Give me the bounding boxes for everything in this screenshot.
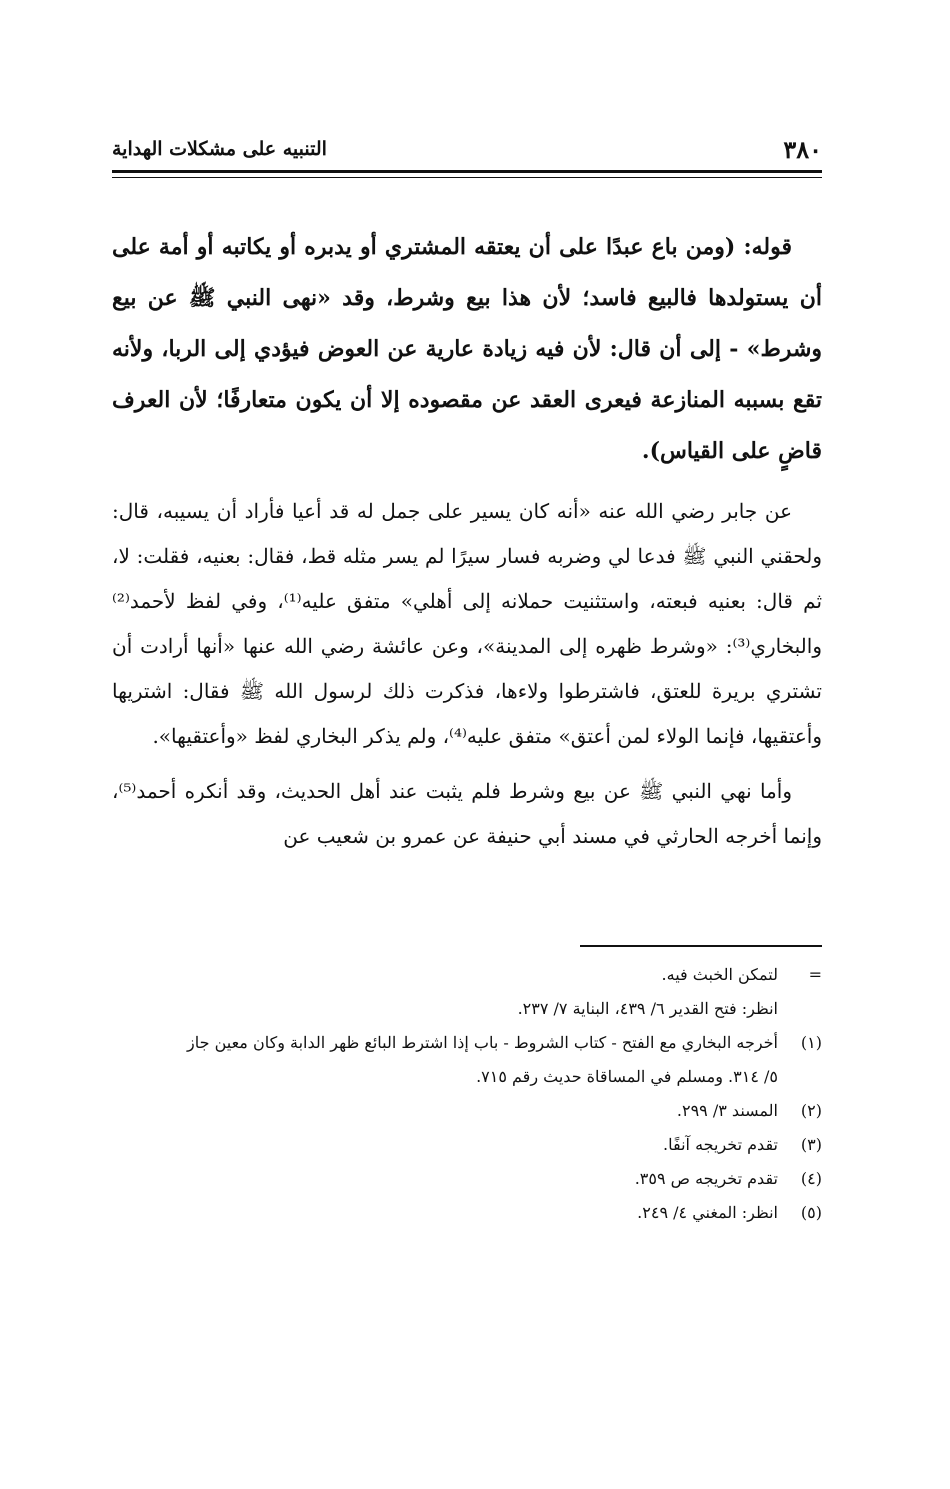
header-rule-thin bbox=[112, 177, 822, 178]
footnote-4 bbox=[112, 1162, 822, 1196]
footnote-text: تقدم تخريجه ص ٣٥٩. bbox=[634, 1169, 778, 1188]
footnote-2 bbox=[112, 1094, 822, 1128]
commentary-paragraph: وأما نهي النبي ﷺ عن بيع وشرط فلم يثبت عند أهل الحديث، وقد أنكره أحمد⁽⁵⁾، وإنما أخرجه الحارثي في مسند أبي حنيفة عن عمرو بن شعيب عن bbox=[112, 779, 822, 848]
footnote-text: تقدم تخريجه آنفًا. bbox=[663, 1135, 778, 1154]
footnote-3 bbox=[112, 1128, 822, 1162]
page-header bbox=[112, 134, 822, 164]
footnote-5 bbox=[112, 1196, 822, 1230]
footnote-continued bbox=[112, 958, 822, 992]
footnote-mark: = bbox=[808, 965, 822, 984]
footnote-mark: (٤) bbox=[800, 1169, 822, 1188]
footnote-text: أخرجه البخاري مع الفتح - كتاب الشروط - باب إذا اشترط البائع ظهر الدابة وكان معين جاز bbox=[187, 1033, 778, 1052]
footnote-text: انظر: المغني ٤/ ٢٤٩. bbox=[637, 1203, 778, 1222]
footnote-text: ٥/ ٣١٤. ومسلم في المساقاة حديث رقم ٧١٥. bbox=[476, 1067, 778, 1086]
footnote-1 bbox=[112, 1026, 822, 1060]
footnote-mark: (٢) bbox=[800, 1101, 822, 1120]
footnote-separator bbox=[580, 945, 822, 947]
footnote-text: المسند ٣/ ٢٩٩. bbox=[676, 1101, 778, 1120]
page-number: ٣٨٠ bbox=[783, 134, 822, 164]
footnote-mark: (١) bbox=[800, 1033, 822, 1052]
footnote-mark: (٥) bbox=[800, 1203, 822, 1222]
footnotes bbox=[112, 958, 822, 1230]
header-rule-thick bbox=[112, 170, 822, 173]
footnote-text: لتمكن الخبث فيه. bbox=[661, 965, 778, 984]
commentary-paragraph: عن جابر رضي الله عنه «أنه كان يسير على جمل له قد أعيا فأراد أن يسيبه، قال: ولحقني النبي ﷺ فدعا لي وضربه فسار سيرًا لم يسر مثله قط، فقال: بعنيه، فقلت: لا، ثم قال: بعنيه فبعته، واستثنيت حملانه إلى أهلي» متفق عليه⁽¹⁾، وفي لفظ لأحمد⁽²⁾ والبخاري⁽³⁾: «وشرط ظهره إلى المدينة»، وعن عائشة رضي الله عنها «أنها أرادت أن تشتري بريرة للعتق، فاشترطوا ولاءها، فذكرت ذلك لرسول الله ﷺ فقال: اشتريها وأعتقيها، فإنما الولاء لمن أعتق» متفق عليه⁽⁴⁾، ولم يذكر البخاري لفظ «وأعتقيها». bbox=[112, 499, 823, 748]
footnote-mark: (٣) bbox=[800, 1135, 822, 1154]
running-title: التنبيه على مشكلات الهداية bbox=[112, 138, 327, 160]
quoted-text-paragraph: قوله: (ومن باع عبدًا على أن يعتقه المشتري أو يدبره أو يكاتبه أو أمة على أن يستولدها فالبيع فاسد؛ لأن هذا بيع وشرط، وقد «نهى النبي ﷺ عن بيع وشرط» - إلى أن قال: لأن فيه زيادة عارية عن العوض فيؤدي إلى الربا، ولأنه تقع بسببه المنازعة فيعرى العقد عن مقصوده إلا أن يكون متعارفًا؛ لأن العرف قاضٍ على القياس). bbox=[112, 234, 822, 464]
footnote-text: انظر: فتح القدير ٦/ ٤٣٩، البناية ٧/ ٢٣٧. bbox=[517, 999, 778, 1018]
main-text bbox=[112, 222, 822, 859]
